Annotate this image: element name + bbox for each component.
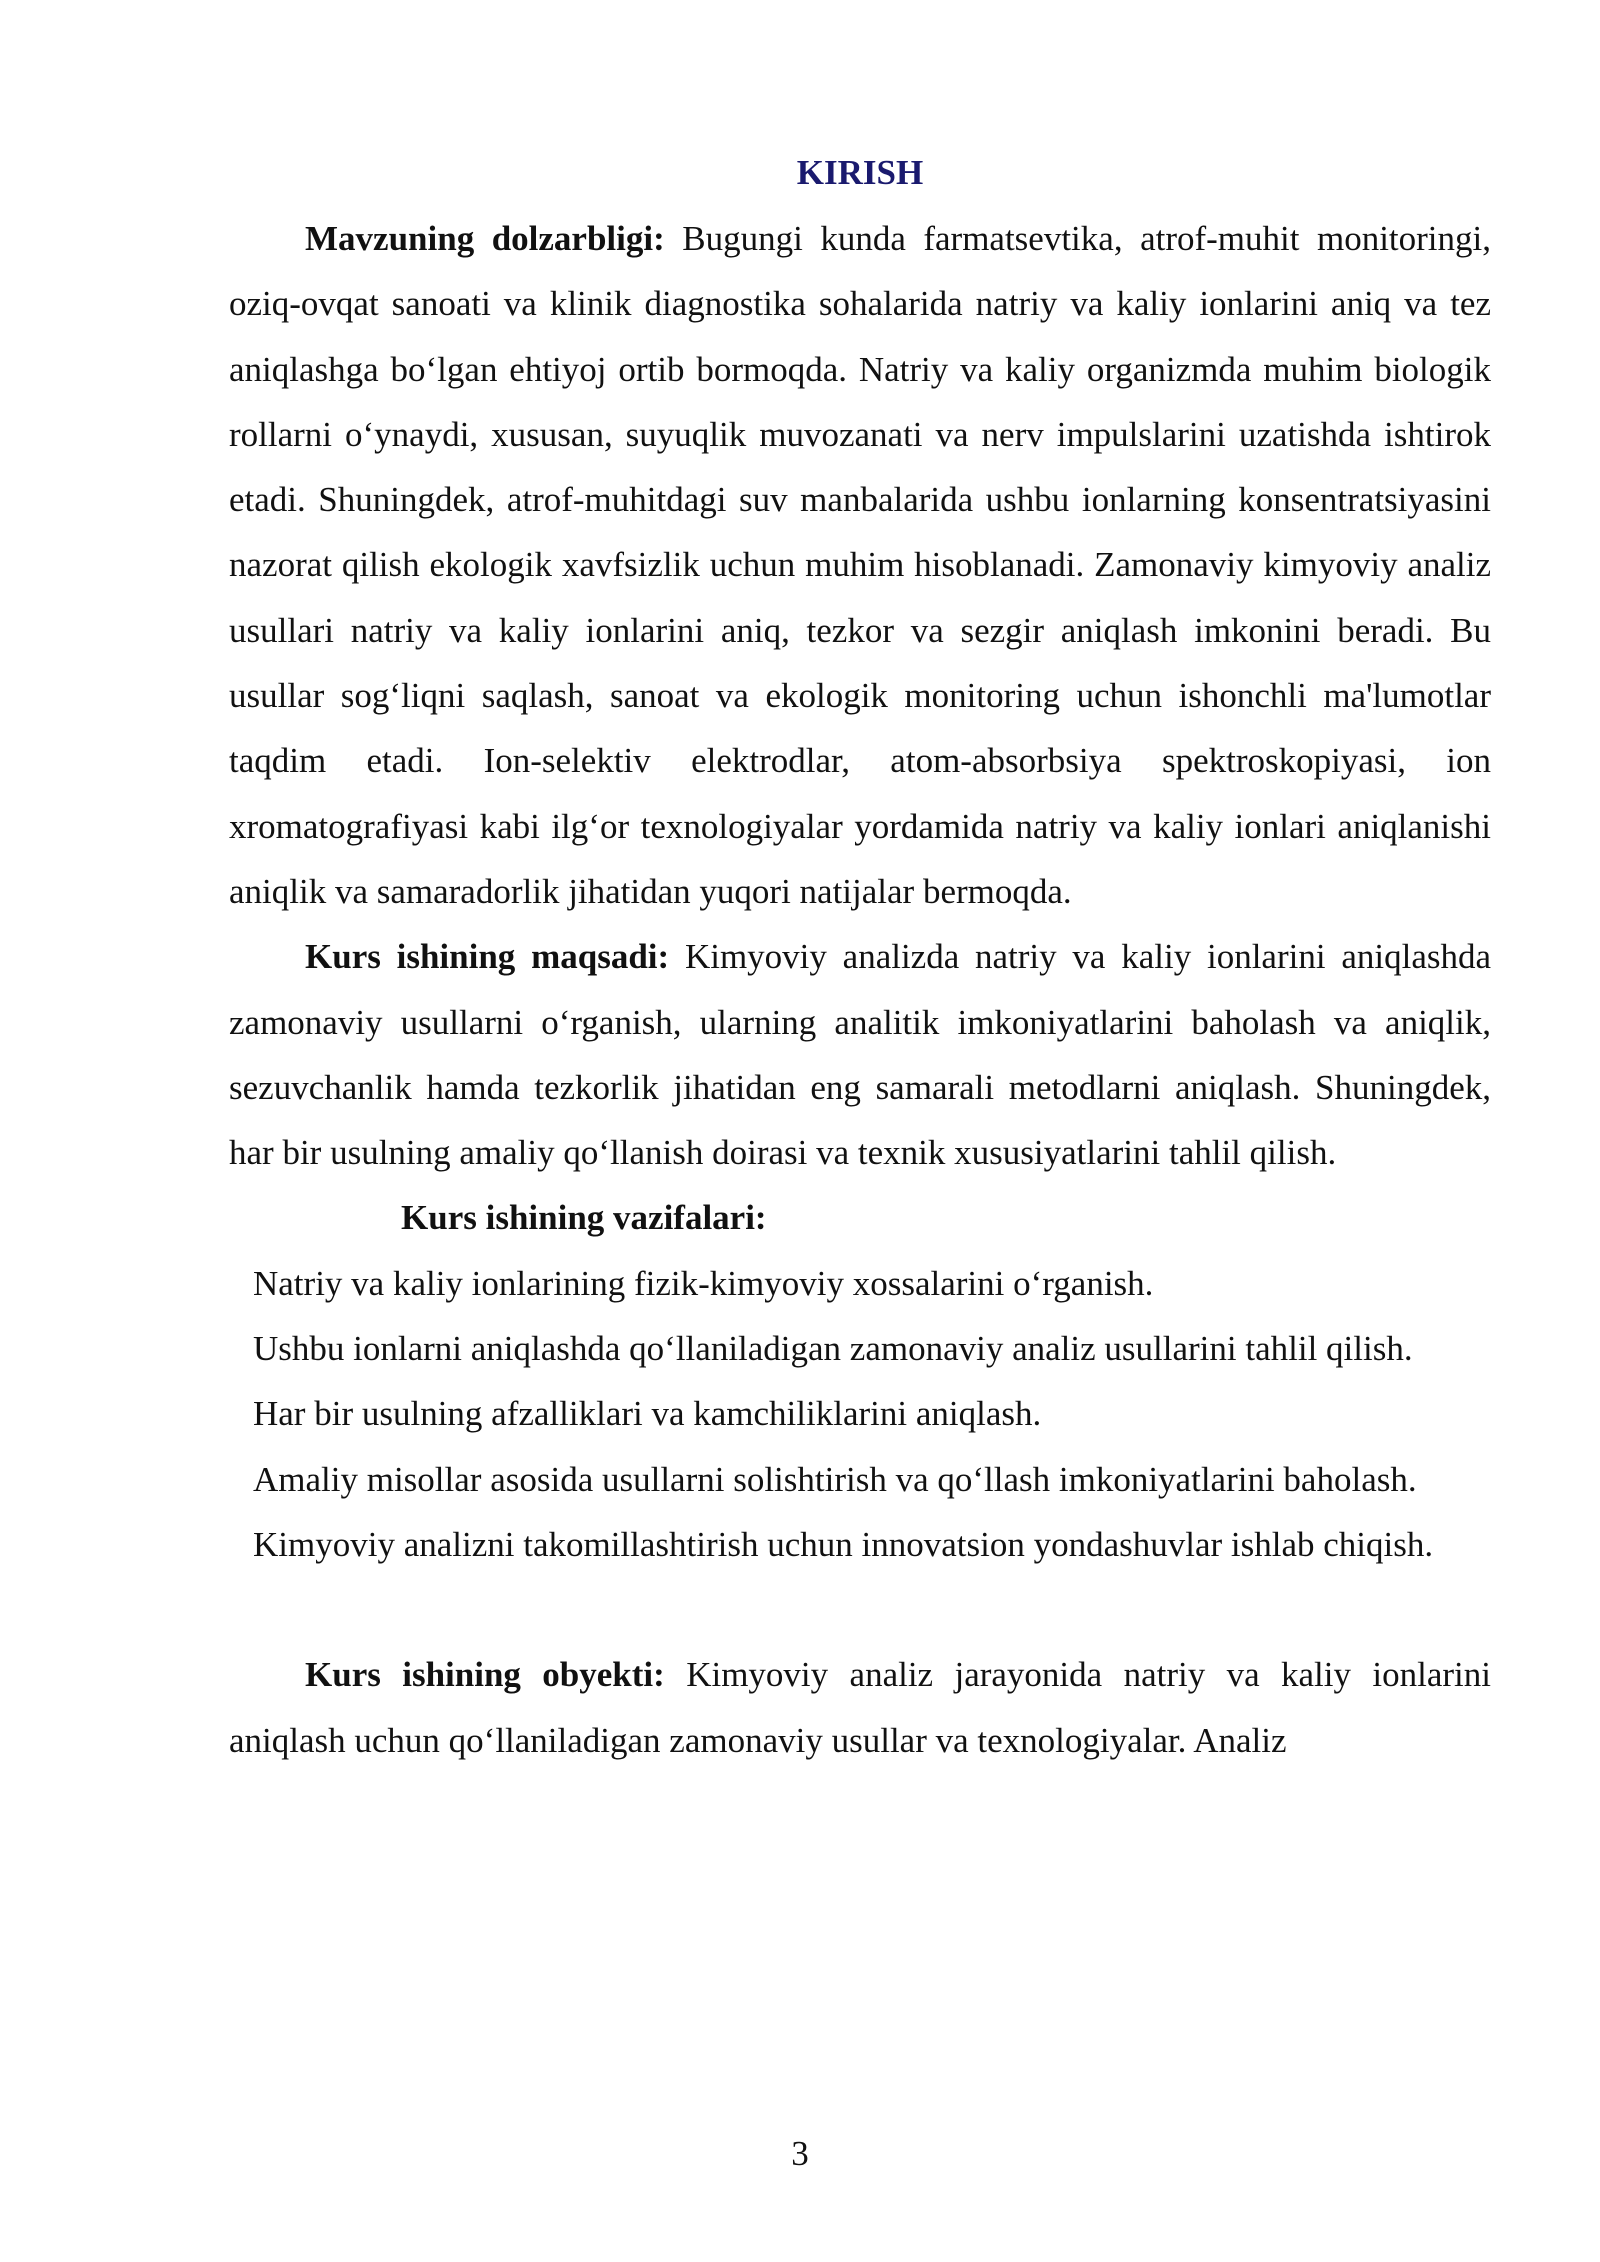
tasks-heading: Kurs ishining vazifalari: — [401, 1198, 767, 1238]
goal-text: Kimyoviy analizda natriy va kaliy ionlarini aniqlashda zamonaviy usullarni o‘rganish, ularning analitik imkoniyatlarini baholash va aniqlik, sezuvchanlik hamda tezkorlik jihatidan eng samarali metodlarni aniqlash. Shuningdek, har bir usulning amaliy qo‘llanish doirasi va texnik xususiyatlarini tahlil qilish. — [229, 937, 1492, 1173]
goal-paragraph — [229, 924, 1491, 1185]
tasks-list — [229, 1251, 1491, 1577]
relevance-paragraph — [229, 206, 1491, 924]
relevance-text: Bugungi kunda farmatsevtika, atrof-muhit monitoringi, oziq-ovqat sanoati va klinik diagnostika sohalarida natriy va kaliy ionlarini aniq va tez aniqlashga bo‘lgan ehtiyoj ortib bormoqda. Natriy va kaliy organizmda muhim biologik rollarni o‘ynaydi, xususan, suyuqlik muvozanati va nerv impulslarini uzatishda ishtirok etadi. Shuningdek, atrof-muhitdagi suv manbalarida ushbu ionlarning konsentratsiyasini nazorat qilish ekologik xavfsizlik uchun muhim hisoblanadi. Zamonaviy kimyoviy analiz usullari natriy va kaliy ionlarini aniq, tezkor va sezgir aniqlash imkonini beradi. Bu usullar sog‘liqni saqlash, sanoat va ekologik monitoring uchun ishonchli ma'lumotlar taqdim etadi. Ion-selektiv elektrodlar, atom-absorbsiya spektroskopiyasi, ion xromatografiyasi kabi ilg‘or texnologiyalar yordamida natriy va kaliy ionlari aniqlanishi aniqlik va samaradorlik jihatidan yuqori natijalar bermoqda. — [229, 219, 1491, 911]
task-item: Kimyoviy analizni takomillashtirish uchun innovatsion yondashuvlar ishlab chiqish. — [253, 1524, 1434, 1564]
task-item: Amaliy misollar asosida usullarni solishtirish va qo‘llash imkoniyatlarini baholash. — [253, 1459, 1417, 1499]
page-number: 3 — [791, 2134, 809, 2173]
task-item: Har bir usulning afzalliklari va kamchiliklarini aniqlash. — [253, 1394, 1042, 1434]
object-paragraph — [229, 1642, 1491, 1773]
page-title: KIRISH — [796, 153, 924, 192]
object-text: Kimyoviy analiz jarayonida natriy va kaliy ionlarini aniqlash uchun qo‘llaniladigan zamonaviy usullar va texnologiyalar. Analiz — [229, 1655, 1491, 1760]
document-page — [229, 140, 1491, 1773]
goal-label: Kurs ishining maqsadi: — [305, 937, 670, 977]
blank-line — [229, 1577, 1491, 1642]
object-label: Kurs ishining obyekti: — [305, 1655, 665, 1695]
task-item: Ushbu ionlarni aniqlashda qo‘llaniladigan zamonaviy analiz usullarini tahlil qilish. — [253, 1329, 1413, 1369]
relevance-label: Mavzuning dolzarbligi: — [305, 219, 665, 258]
task-item: Natriy va kaliy ionlarining fizik-kimyoviy xossalarini o‘rganish. — [253, 1263, 1154, 1303]
